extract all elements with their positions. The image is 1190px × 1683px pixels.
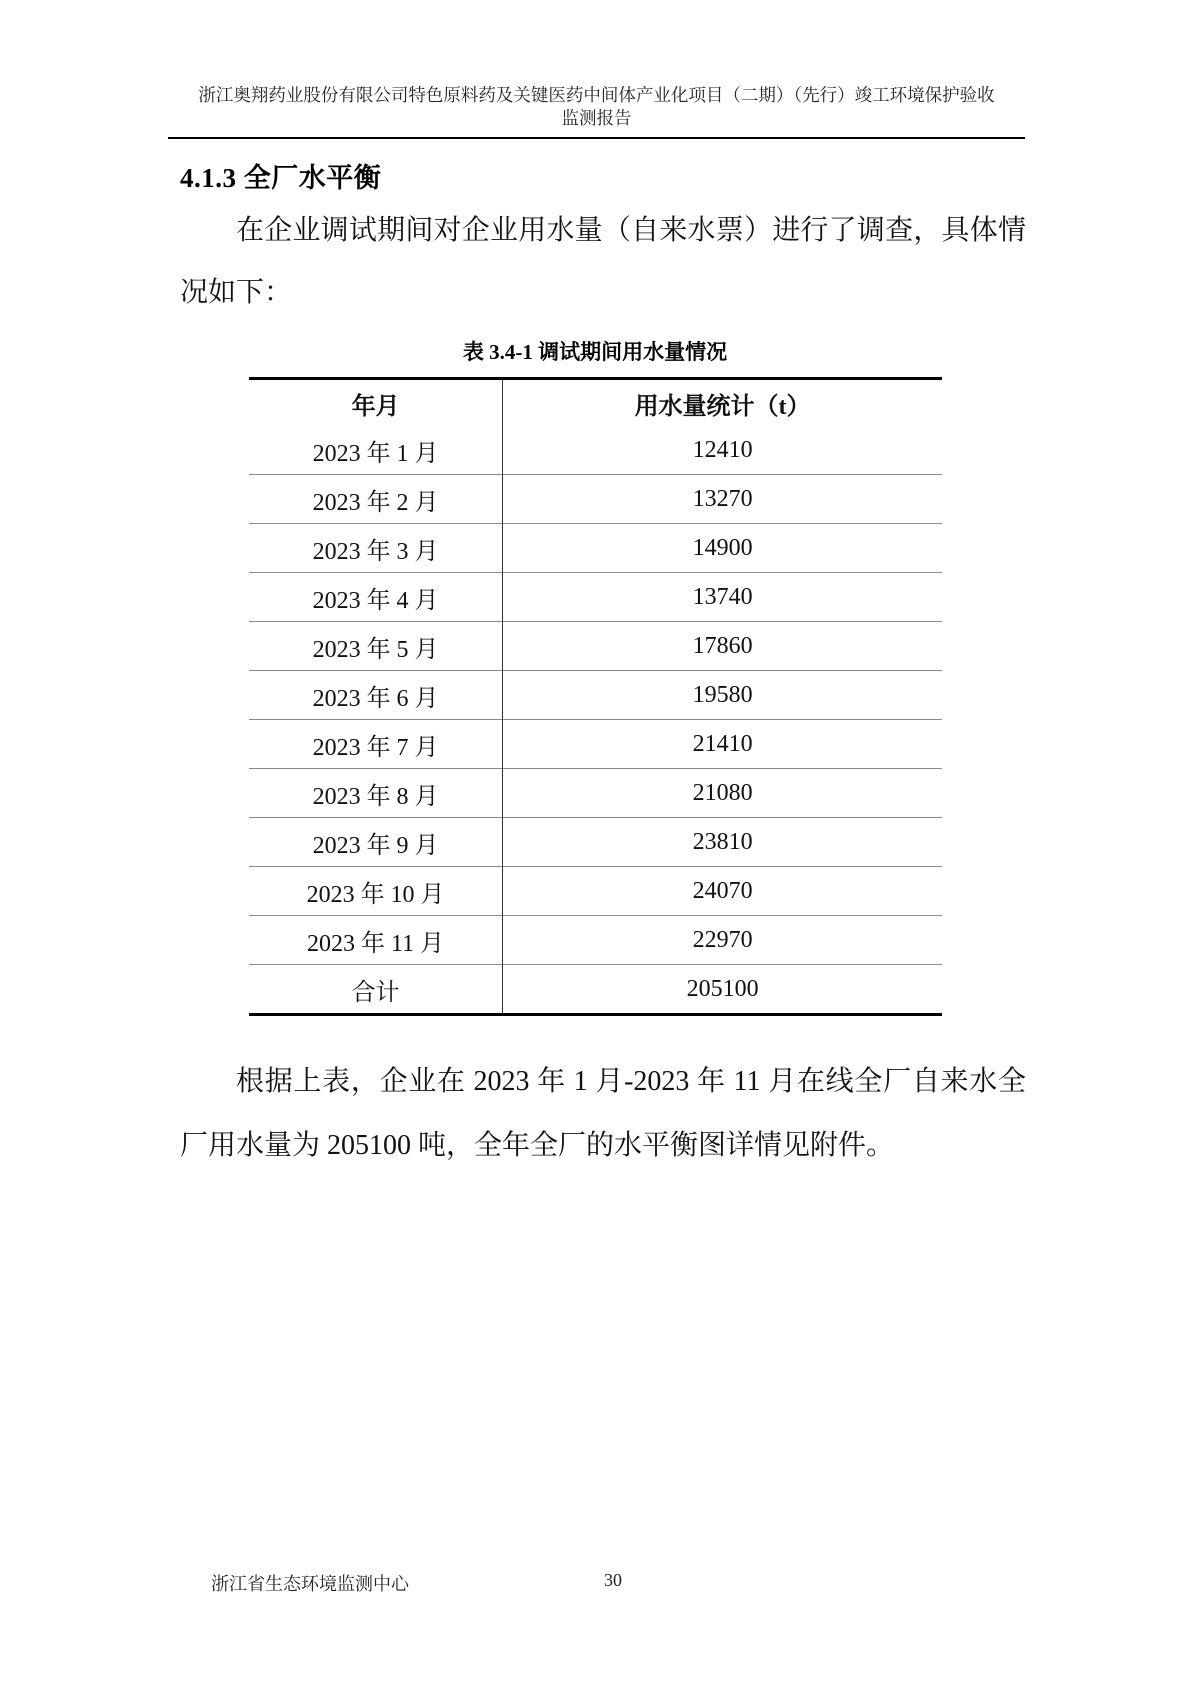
column-header-usage: 用水量统计（t）	[634, 393, 811, 420]
table-row	[249, 965, 942, 1015]
table-title: 表 3.4-1 调试期间用水量情况	[462, 340, 728, 364]
usage-cell: 22970	[692, 926, 753, 953]
table-row	[249, 720, 942, 769]
footer-page-number: 30	[604, 1570, 622, 1590]
month-cell: 2023 年 2 月	[249, 475, 503, 524]
water-usage-table	[249, 377, 942, 1016]
month-cell: 2023 年 6 月	[249, 671, 503, 720]
month-cell: 2023 年 10 月	[249, 867, 503, 916]
section-heading: 4.1.3 全厂水平衡	[180, 163, 382, 193]
table-row	[249, 818, 942, 867]
page-header	[168, 84, 1025, 139]
month-cell: 2023 年 4 月	[249, 573, 503, 622]
water-usage-table-head	[249, 379, 942, 427]
table-row	[249, 573, 942, 622]
usage-cell: 205100	[686, 975, 759, 1002]
table-row	[249, 622, 942, 671]
usage-cell: 23810	[692, 828, 753, 855]
table-row	[249, 671, 942, 720]
table-row	[249, 524, 942, 573]
water-usage-table-body	[249, 426, 942, 1015]
usage-cell: 21410	[692, 730, 753, 757]
header-line1: 浙江奥翔药业股份有限公司特色原料药及关键医药中间体产业化项目（二期）（先行）竣工环境保护验收	[198, 85, 995, 105]
usage-cell: 24070	[692, 877, 753, 904]
month-cell: 2023 年 11 月	[249, 916, 503, 965]
month-cell: 2023 年 7 月	[249, 720, 503, 769]
month-cell: 2023 年 9 月	[249, 818, 503, 867]
table-row	[249, 426, 942, 475]
table-row	[249, 769, 942, 818]
table-header-row	[249, 379, 942, 427]
table-row	[249, 916, 942, 965]
usage-cell: 21080	[692, 779, 753, 806]
usage-cell: 19580	[692, 681, 753, 708]
usage-cell: 14900	[692, 534, 753, 561]
intro-paragraph: 在企业调试期间对企业用水量（自来水票）进行了调查，具体情况如下：	[180, 215, 1026, 308]
usage-cell: 13270	[692, 485, 753, 512]
month-cell: 合计	[249, 965, 503, 1015]
month-cell: 2023 年 8 月	[249, 769, 503, 818]
month-cell: 2023 年 5 月	[249, 622, 503, 671]
usage-cell: 12410	[692, 436, 753, 463]
footer-organization: 浙江省生态环境监测中心	[211, 1574, 409, 1594]
month-cell: 2023 年 3 月	[249, 524, 503, 573]
summary-paragraph: 根据上表，企业在 2023 年 1 月-2023 年 11 月在线全厂自来水全厂用水量为 205100 吨，全年全厂的水平衡图详情见附件。	[180, 1066, 1026, 1161]
table-row	[249, 867, 942, 916]
usage-cell: 13740	[692, 583, 753, 610]
usage-cell: 17860	[692, 632, 753, 659]
table-row	[249, 475, 942, 524]
header-line2: 监测报告	[561, 108, 632, 128]
column-header-month: 年月	[249, 379, 503, 427]
month-cell: 2023 年 1 月	[249, 426, 503, 475]
